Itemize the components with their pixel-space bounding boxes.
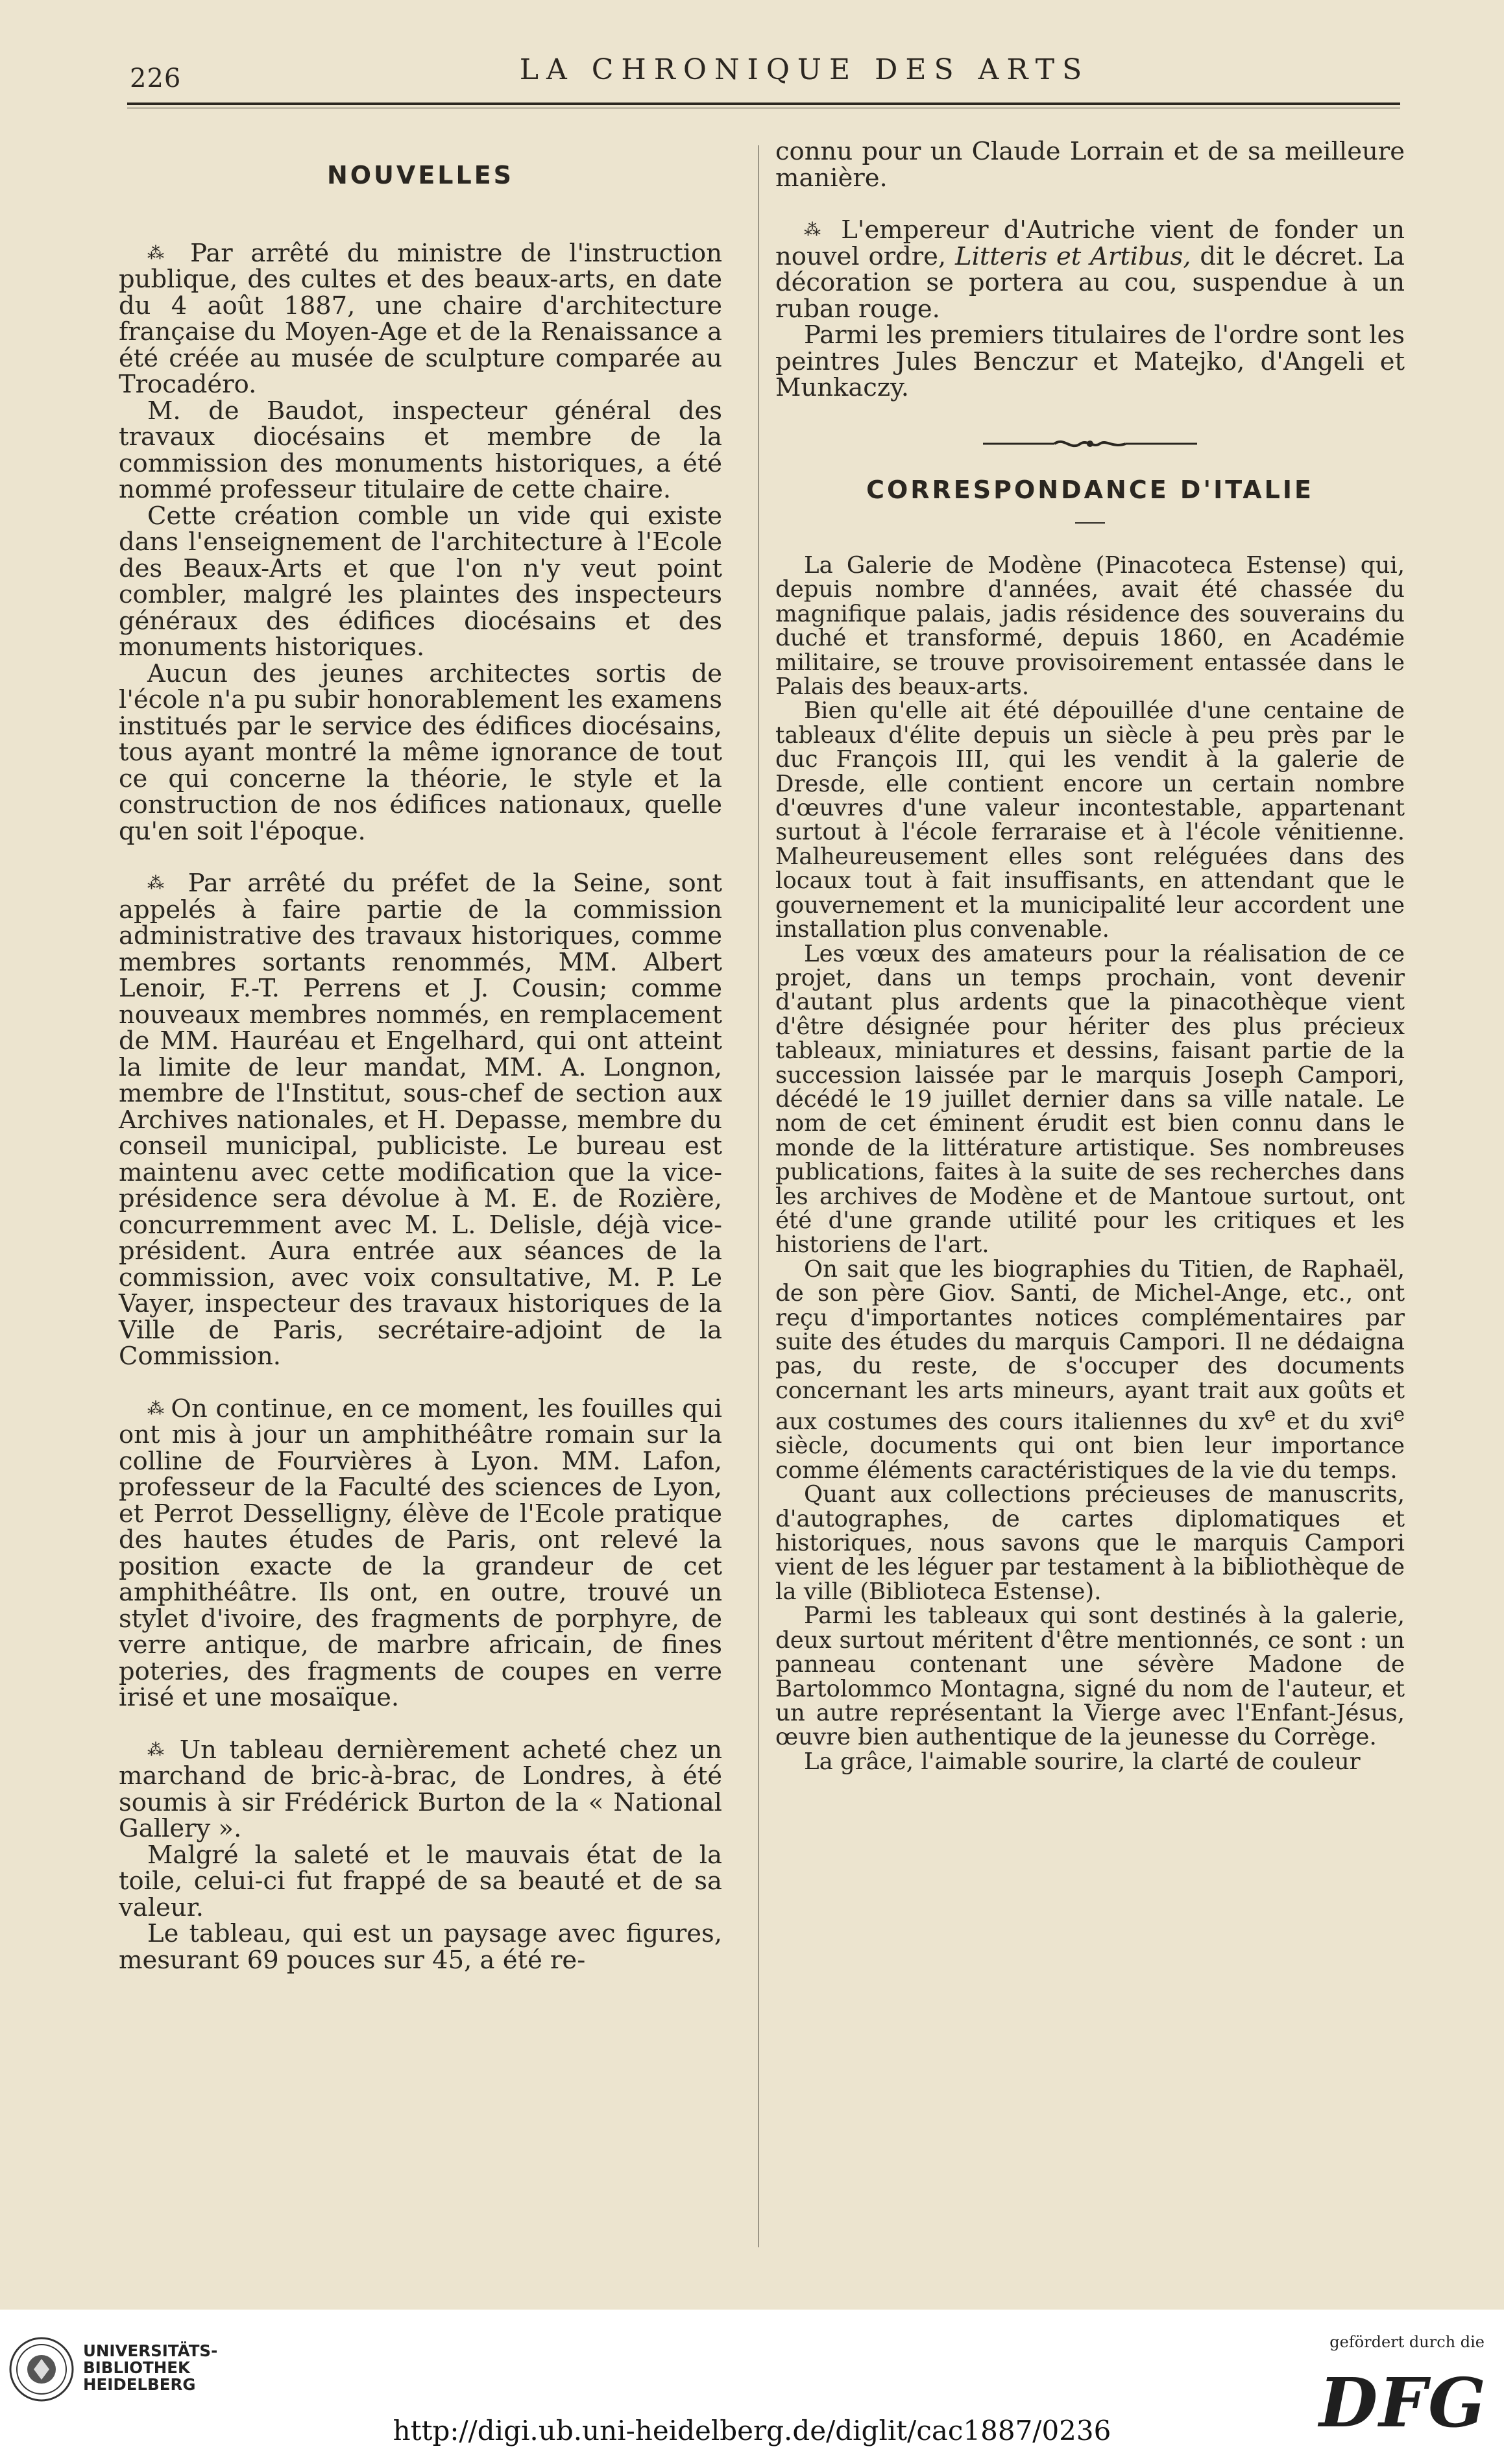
paragraph: Quant aux collections précieuses de manuscrits, d'autographes, de cartes diplomatiques et historiques, nous savons que le marquis Campori vient de les léguer par testament à la bibliothèque de la ville (Biblioteca Estense). <box>775 1481 1405 1605</box>
funder-label: gefördert durch die <box>1329 2333 1485 2351</box>
asterism-icon: ⁂ <box>147 1740 167 1760</box>
order-name: Litteris et Artibus, <box>955 241 1191 271</box>
page-number: 226 <box>130 64 182 93</box>
paragraph: Bien qu'elle ait été dépouillée d'une centaine de tableaux d'élite depuis un siècle à peu près par le duc François III, qui les vendit à la galerie de Dresde, elle contient encore un certain nombre d'œuvres d'une valeur incontestable, appartenant surtout à l'école ferraraise et à l'école vénitienne. Malheureusement elles sont reléguées dans des locaux tout à fait insuffisants, en attendant que le gouvernement et la municipalité leur accordent une installation plus convenable. <box>775 697 1405 943</box>
paragraph-text: Par arrêté du ministre de l'instruction publique, des cultes et des beaux-arts, en date du 4 août 1887, une chaire d'architecture française du Moyen-Age et de la Renaissance a été créée au musée de sculpture comparée au Trocadéro. <box>119 238 722 399</box>
institution-name: UNIVERSITÄTS- BIBLIOTHEK HEIDELBERG <box>83 2341 218 2394</box>
paragraph-text: Un tableau dernièrement acheté chez un marchand de bric-à-brac, de Londres, à été soumis à sir Frédérick Burton de la « National Gallery ». <box>119 1735 722 1843</box>
paragraph <box>119 1737 722 1842</box>
paragraph: connu pour un Claude Lorrain et de sa meilleure manière. <box>775 137 1405 193</box>
right-column <box>775 139 1405 1774</box>
paragraph: Cette création comble un vide qui existe dans l'enseignement de l'architecture à l'Ecole des Beaux-Arts et que l'on n'y veut point combler, malgré les plaintes des inspecteurs généraux des édifices diocésains et des monuments historiques. <box>119 501 722 662</box>
permalink-url[interactable]: http://digi.ub.uni-heidelberg.de/diglit/cac1887/0236 <box>393 2415 1111 2446</box>
century-numeral: xv <box>1238 1408 1265 1436</box>
correspondance-body <box>775 553 1405 1774</box>
section-heading-correspondance: CORRESPONDANCE D'ITALIE <box>866 475 1314 504</box>
asterism-icon: ⁂ <box>804 221 826 240</box>
asterism-icon: ⁂ <box>147 1399 163 1419</box>
paragraph: Parmi les premiers titulaires de l'ordre sont les peintres Jules Benczur et Matejko, d'Angeli et Munkaczy. <box>775 320 1405 402</box>
paragraph: Les vœux des amateurs pour la réalisation de ce projet, dans un temps prochain, vont devenir d'autant plus ardents que la pinacothèque vient d'être désignée pour hériter des plus précieux tableaux, miniatures et dessins, faisant partie de la succession laissée par le marquis Joseph Campori, décédé le 19 juillet dernier dans sa ville natale. Le nom de cet éminent érudit est bien connu dans le monde de la littérature artistique. Ses nombreuses publications, faites à la suite de ses recherches dans les archives de Modène et de Mantoue surtout, ont été d'une grande utilité pour les critiques et les historiens de l'art. <box>775 940 1405 1259</box>
paragraph: M. de Baudot, inspecteur général des travaux diocésains et membre de la commission des monuments historiques, a été nommé professeur titulaire de cette chaire. <box>119 396 722 504</box>
paragraph <box>119 871 722 1370</box>
paragraph <box>775 217 1405 322</box>
paragraph: La grâce, l'aimable sourire, la clarté de couleur <box>804 1748 1361 1775</box>
dfg-logo: DFG <box>1319 2363 1487 2443</box>
heading-dash <box>1075 522 1105 524</box>
paragraph-text: On continue, en ce moment, les fouilles qui ont mis à jour un amphithéâtre romain sur la colline de Fourvières à Lyon. MM. Lafon, professeur de la Faculté des sciences de Lyon, et Perrot Desselligny, élève de l'Ecole pratique des hautes études de Paris, ont relevé la position exacte de la grandeur de cet amphithéâtre. Ils ont, en outre, trouvé un stylet d'ivoire, des fragments de porphyre, de verre antique, de marbre africain, de fines poteries, des fragments de coupes en verre irisé et une mosaïque. <box>119 1394 722 1712</box>
section-heading-nouvelles: NOUVELLES <box>326 161 515 189</box>
header-rule <box>127 103 1400 105</box>
asterism-icon: ⁂ <box>147 243 173 263</box>
paragraph-text: Par arrêté du préfet de la Seine, sont appelés à faire partie de la commission administrative des travaux historiques, comme membres sortants renommés, MM. Albert Lenoir, F.-T. Perrens et J. Cousin; comme nouveaux membres nommés, en remplacement de MM. Hauréau et Engelhard, qui ont atteint la limite de leur mandat, MM. A. Longnon, membre de l'Institut, sous-chef de section aux Archives nationales, et H. Depasse, membre du conseil municipal, publiciste. Le bureau est maintenu avec cette modification que la vice-présidence sera dévolue à M. E. de Rozière, concurremment avec M. L. Delisle, déjà vice-président. Aura entrée aux séances de la commission, avec voix consultative, M. P. Le Vayer, inspecteur des travaux historiques de la Ville de Paris, secrétaire-adjoint de la Commission. <box>119 869 722 1371</box>
column-separator <box>758 145 759 2247</box>
paragraph <box>775 1257 1405 1482</box>
century-numeral: xvi <box>1360 1408 1394 1436</box>
left-column <box>119 162 722 1974</box>
paragraph <box>119 1396 722 1711</box>
paragraph-text: L'empereur d'Autriche vient de fonder un nouvel ordre, <box>775 215 1405 271</box>
paragraph-text: On sait que les biographies du Titien, de Raphaël, de son père Giov. Santi, de Michel-Ange, etc., ont reçu d'importantes notices complémentaires par suite des études du marquis Campori. Il ne dédaigna pas, du reste, de s'occuper des documents concernant les arts mineurs, ayant trait aux goûts et aux costumes des cours italiennes du <box>775 1255 1405 1436</box>
century-suffix: e <box>1264 1403 1276 1426</box>
paragraph: La Galerie de Modène (Pinacoteca Estense) qui, depuis nombre d'années, avait été chassée du magnifique palais, jadis résidence des souverains du duché et transformé, depuis 1860, en Académie militaire, se trouve provisoirement entassée dans le Palais des beaux-arts. <box>775 552 1405 701</box>
paragraph-text: dit le décret. La décoration se portera au cou, suspendue à un ruban rouge. <box>775 241 1405 324</box>
ornament-divider-icon <box>983 435 1197 452</box>
paragraph: Malgré la saleté et le mauvais état de la toile, celui-ci fut frappé de sa beauté et de sa valeur. <box>119 1840 722 1922</box>
paragraph-text: siècle, documents qui ont bien leur importance comme éléments caractéristiques de la vie du temps. <box>775 1432 1405 1484</box>
paragraph-text: et du <box>1286 1408 1350 1436</box>
paragraph <box>119 238 722 399</box>
paragraph: Le tableau, qui est un paysage avec figures, mesurant 69 pouces sur 45, a été re- <box>119 1919 722 1975</box>
century-suffix: e <box>1393 1403 1405 1426</box>
university-seal-icon <box>8 2336 75 2403</box>
paragraph: Parmi les tableaux qui sont destinés à la galerie, deux surtout méritent d'être mentionnés, ce sont : un panneau contenant une sévère Madone de Bartolommco Montagna, signé du nom de l'auteur, et un autre représentant la Vierge avec l'Enfant-Jésus, œuvre bien authentique de la jeunesse du Corrège. <box>775 1602 1405 1751</box>
asterism-icon: ⁂ <box>147 874 171 893</box>
paragraph: Aucun des jeunes architectes sortis de l'école n'a pu subir honorablement les examens institués par le service des édifices diocésains, tous ayant montré la même ignorance de tout ce qui concerne la théorie, le style et la construction de nos édifices nationaux, quelle qu'en soit l'époque. <box>119 658 722 846</box>
running-title: LA CHRONIQUE DES ARTS <box>519 53 1090 86</box>
